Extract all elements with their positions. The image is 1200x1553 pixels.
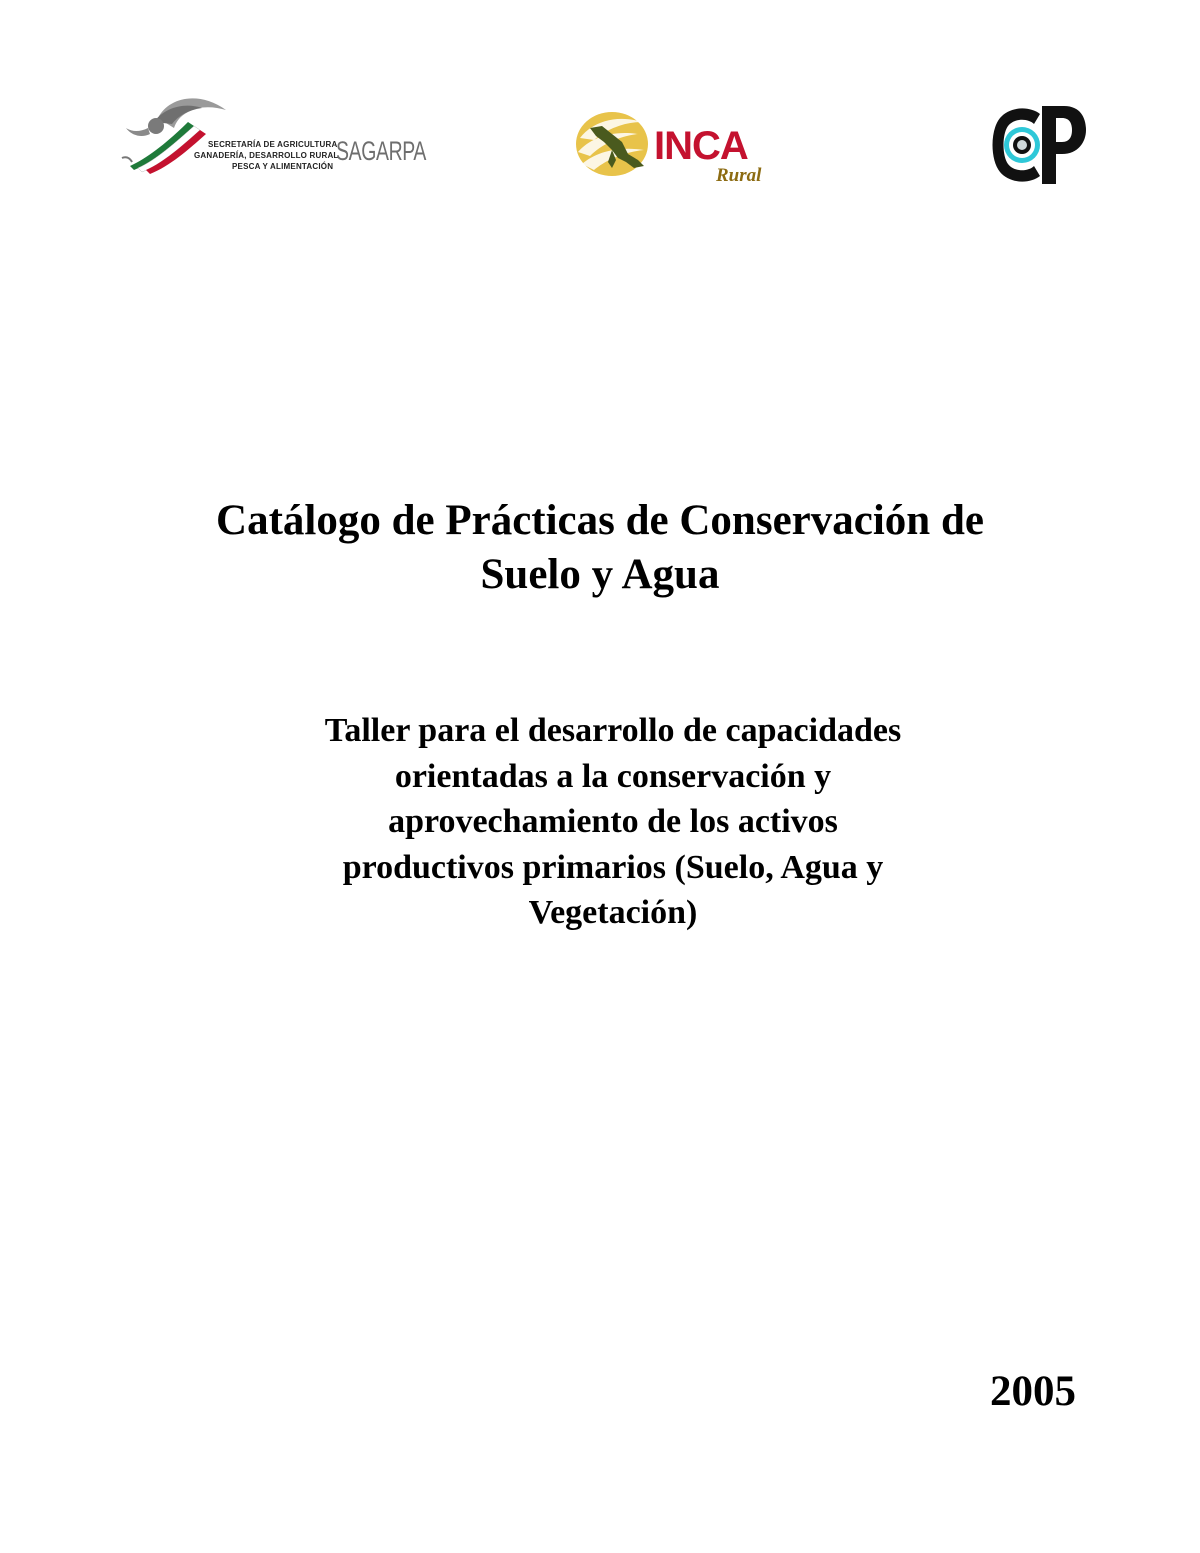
mexican-eagle-emblem-icon [118,88,228,174]
subtitle-line-2: orientadas a la conservación y [394,757,832,795]
subtitle-line-1: Taller para el desarrollo de capacidades [324,712,902,749]
sagarpa-name: SAGARPA [336,136,427,166]
subtitle-line-3: aprovechamiento de los activos [388,803,838,840]
publication-year: 2005 [990,1368,1076,1415]
subtitle-line-5: Vegetación) [528,894,698,931]
title-line-1: Catálogo de Prácticas de Conservación de [216,497,984,544]
sagarpa-line-3: PESCA Y ALIMENTACIÓN [232,162,334,171]
inca-rural-label: Rural [716,165,762,186]
title-line-2: Suelo y Agua [480,551,720,598]
colegio-postgraduados-logo [990,102,1088,188]
colegio-postgraduados-emblem-icon [990,102,1088,188]
document-subtitle [260,708,966,936]
sagarpa-line-1: SECRETARÍA DE AGRICULTURA, [208,140,340,149]
subtitle-line-4: productivos primarios (Suelo, Agua y [342,848,884,886]
sagarpa-logo [118,88,427,174]
inca-rural-logo [572,104,784,190]
inca-word: INCA [654,124,748,168]
document-title [100,494,1100,602]
sagarpa-line-2: GANADERÍA, DESARROLLO RURAL [194,151,339,160]
mexico-map-emblem-icon [572,108,656,184]
